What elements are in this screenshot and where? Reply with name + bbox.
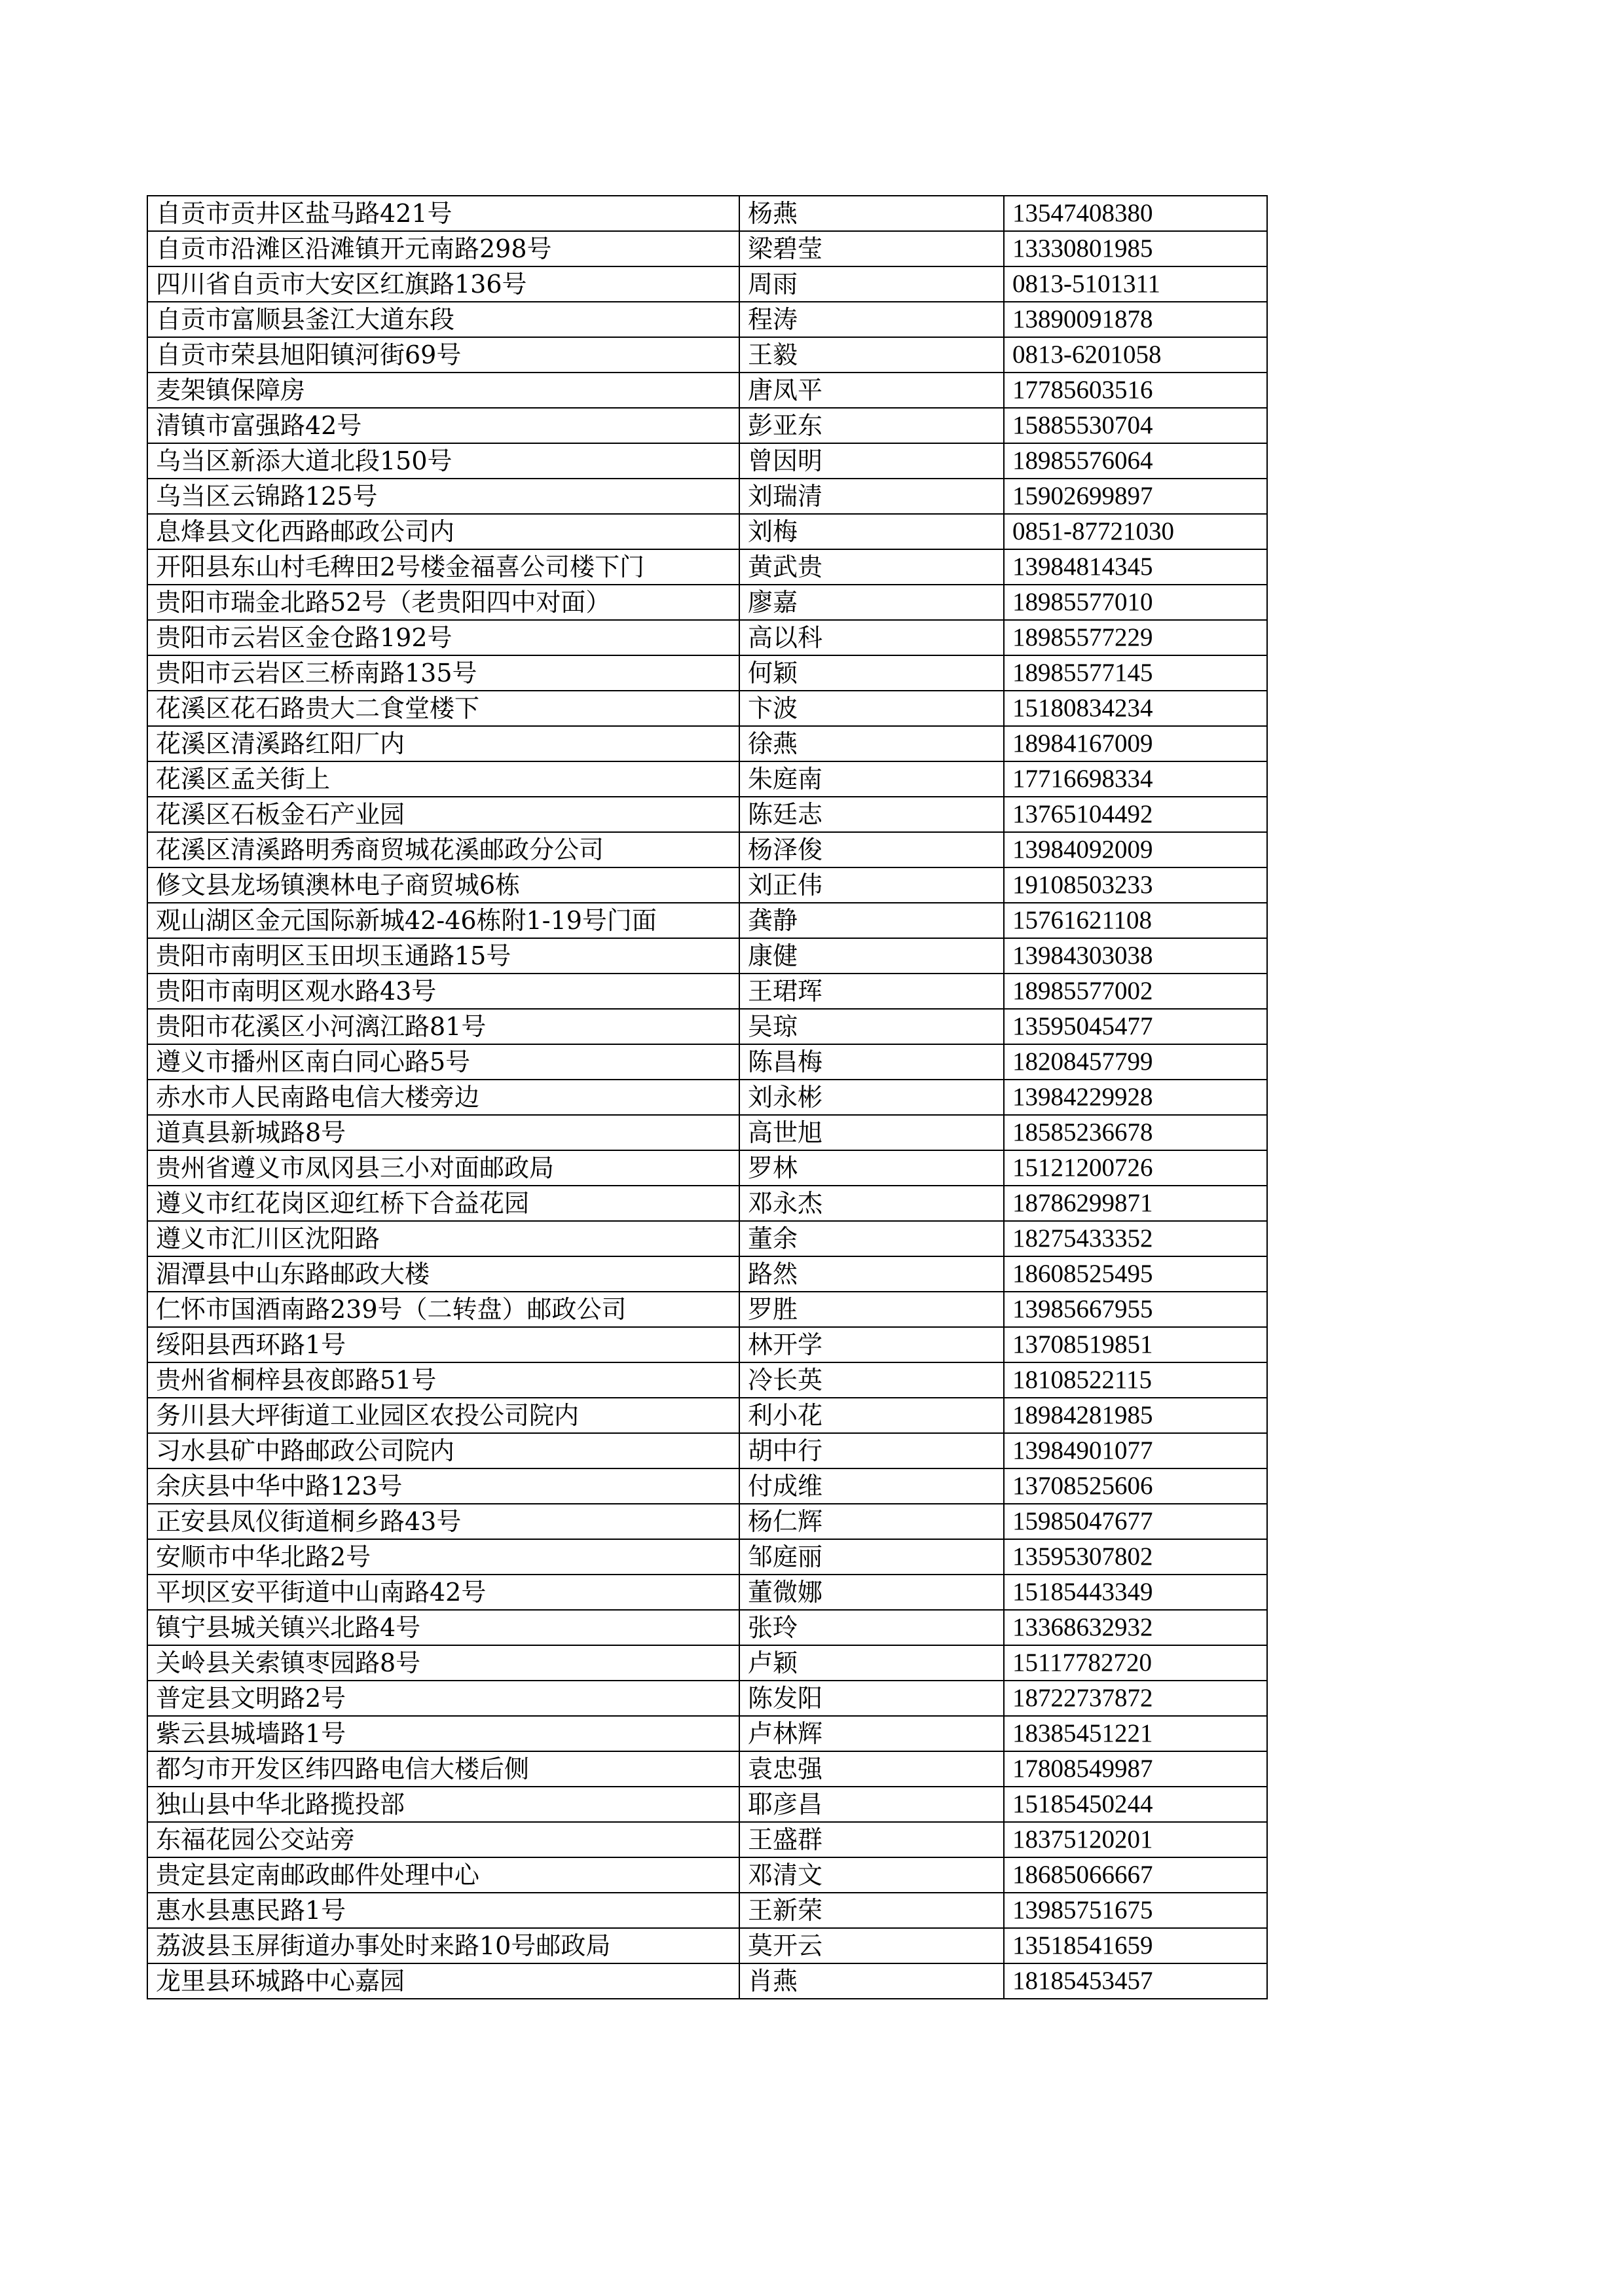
- name-cell: 梁碧莹: [739, 231, 1004, 266]
- name-cell: 王毅: [739, 337, 1004, 373]
- name-cell: 杨燕: [739, 196, 1004, 231]
- phone-cell: 17785603516: [1004, 373, 1267, 408]
- table-row: [147, 691, 1267, 726]
- phone-cell: 13984229928: [1004, 1080, 1267, 1115]
- name-cell: 徐燕: [739, 726, 1004, 761]
- name-cell: 吴琼: [739, 1009, 1004, 1044]
- phone-cell: 13984814345: [1004, 549, 1267, 585]
- table-row: [147, 373, 1267, 408]
- phone-cell: 15885530704: [1004, 408, 1267, 443]
- table-row: [147, 1115, 1267, 1150]
- contact-table-body: [147, 196, 1267, 1999]
- phone-cell: 13985667955: [1004, 1292, 1267, 1327]
- address-cell: 花溪区清溪路明秀商贸城花溪邮政分公司: [147, 832, 739, 867]
- address-cell: 习水县矿中路邮政公司院内: [147, 1433, 739, 1468]
- phone-cell: 13984092009: [1004, 832, 1267, 867]
- address-cell: 观山湖区金元国际新城42-46栋附1-19号门面: [147, 903, 739, 938]
- address-cell: 自贡市贡井区盐马路421号: [147, 196, 739, 231]
- table-row: [147, 231, 1267, 266]
- table-row: [147, 726, 1267, 761]
- phone-cell: 15761621108: [1004, 903, 1267, 938]
- name-cell: 付成维: [739, 1468, 1004, 1504]
- phone-cell: 13985751675: [1004, 1893, 1267, 1928]
- phone-cell: 18275433352: [1004, 1221, 1267, 1256]
- table-row: [147, 1716, 1267, 1751]
- name-cell: 周雨: [739, 266, 1004, 302]
- name-cell: 王珺珲: [739, 974, 1004, 1009]
- phone-cell: 18985577145: [1004, 655, 1267, 691]
- name-cell: 冷长英: [739, 1362, 1004, 1398]
- name-cell: 邓永杰: [739, 1186, 1004, 1221]
- table-row: [147, 1398, 1267, 1433]
- table-row: [147, 1893, 1267, 1928]
- name-cell: 莫开云: [739, 1928, 1004, 1963]
- phone-cell: 18208457799: [1004, 1044, 1267, 1080]
- phone-cell: 18685066667: [1004, 1857, 1267, 1893]
- name-cell: 刘正伟: [739, 867, 1004, 903]
- table-row: [147, 1221, 1267, 1256]
- name-cell: 彭亚东: [739, 408, 1004, 443]
- name-cell: 陈发阳: [739, 1681, 1004, 1716]
- address-cell: 遵义市播州区南白同心路5号: [147, 1044, 739, 1080]
- name-cell: 路然: [739, 1256, 1004, 1292]
- address-cell: 务川县大坪街道工业园区农投公司院内: [147, 1398, 739, 1433]
- name-cell: 王盛群: [739, 1822, 1004, 1857]
- table-row: [147, 1080, 1267, 1115]
- phone-cell: 15117782720: [1004, 1645, 1267, 1681]
- table-row: [147, 1468, 1267, 1504]
- address-cell: 镇宁县城关镇兴北路4号: [147, 1610, 739, 1645]
- address-cell: 花溪区清溪路红阳厂内: [147, 726, 739, 761]
- address-cell: 湄潭县中山东路邮政大楼: [147, 1256, 739, 1292]
- address-cell: 独山县中华北路揽投部: [147, 1787, 739, 1822]
- address-cell: 正安县凤仪街道桐乡路43号: [147, 1504, 739, 1539]
- phone-cell: 18385451221: [1004, 1716, 1267, 1751]
- table-row: [147, 1681, 1267, 1716]
- table-row: [147, 443, 1267, 479]
- name-cell: 陈昌梅: [739, 1044, 1004, 1080]
- address-cell: 贵阳市南明区观水路43号: [147, 974, 739, 1009]
- name-cell: 陈廷志: [739, 797, 1004, 832]
- phone-cell: 18585236678: [1004, 1115, 1267, 1150]
- name-cell: 刘梅: [739, 514, 1004, 549]
- name-cell: 朱庭南: [739, 761, 1004, 797]
- name-cell: 王新荣: [739, 1893, 1004, 1928]
- name-cell: 龚静: [739, 903, 1004, 938]
- name-cell: 张玲: [739, 1610, 1004, 1645]
- table-row: [147, 1186, 1267, 1221]
- address-cell: 麦架镇保障房: [147, 373, 739, 408]
- address-cell: 平坝区安平街道中山南路42号: [147, 1575, 739, 1610]
- phone-cell: 18786299871: [1004, 1186, 1267, 1221]
- table-row: [147, 1044, 1267, 1080]
- phone-cell: 0813-5101311: [1004, 266, 1267, 302]
- name-cell: 肖燕: [739, 1963, 1004, 1999]
- phone-cell: 18985577229: [1004, 620, 1267, 655]
- table-row: [147, 1787, 1267, 1822]
- table-row: [147, 1645, 1267, 1681]
- name-cell: 杨泽俊: [739, 832, 1004, 867]
- phone-cell: 15121200726: [1004, 1150, 1267, 1186]
- address-cell: 紫云县城墙路1号: [147, 1716, 739, 1751]
- address-cell: 惠水县惠民路1号: [147, 1893, 739, 1928]
- phone-cell: 13595307802: [1004, 1539, 1267, 1575]
- phone-cell: 13330801985: [1004, 231, 1267, 266]
- table-row: [147, 1433, 1267, 1468]
- address-cell: 龙里县环城路中心嘉园: [147, 1963, 739, 1999]
- phone-cell: 17808549987: [1004, 1751, 1267, 1787]
- table-row: [147, 1256, 1267, 1292]
- table-row: [147, 479, 1267, 514]
- phone-cell: 13984901077: [1004, 1433, 1267, 1468]
- name-cell: 卢颖: [739, 1645, 1004, 1681]
- phone-cell: 13518541659: [1004, 1928, 1267, 1963]
- address-cell: 开阳县东山村毛稗田2号楼金福喜公司楼下门: [147, 549, 739, 585]
- table-row: [147, 1362, 1267, 1398]
- address-cell: 安顺市中华北路2号: [147, 1539, 739, 1575]
- address-cell: 自贡市荣县旭阳镇河街69号: [147, 337, 739, 373]
- table-row: [147, 1928, 1267, 1963]
- phone-cell: 15902699897: [1004, 479, 1267, 514]
- address-cell: 贵定县定南邮政邮件处理中心: [147, 1857, 739, 1893]
- table-row: [147, 655, 1267, 691]
- name-cell: 卞波: [739, 691, 1004, 726]
- address-cell: 贵阳市云岩区金仓路192号: [147, 620, 739, 655]
- table-row: [147, 938, 1267, 974]
- phone-cell: 0813-6201058: [1004, 337, 1267, 373]
- phone-cell: 18984281985: [1004, 1398, 1267, 1433]
- address-cell: 四川省自贡市大安区红旗路136号: [147, 266, 739, 302]
- table-row: [147, 196, 1267, 231]
- address-cell: 息烽县文化西路邮政公司内: [147, 514, 739, 549]
- phone-cell: 18185453457: [1004, 1963, 1267, 1999]
- table-row: [147, 1575, 1267, 1610]
- name-cell: 何颖: [739, 655, 1004, 691]
- table-row: [147, 620, 1267, 655]
- table-row: [147, 1610, 1267, 1645]
- address-cell: 贵州省桐梓县夜郎路51号: [147, 1362, 739, 1398]
- table-row: [147, 1292, 1267, 1327]
- phone-cell: 13765104492: [1004, 797, 1267, 832]
- phone-cell: 18722737872: [1004, 1681, 1267, 1716]
- phone-cell: 13984303038: [1004, 938, 1267, 974]
- table-row: [147, 549, 1267, 585]
- address-cell: 自贡市富顺县釜江大道东段: [147, 302, 739, 337]
- name-cell: 刘瑞清: [739, 479, 1004, 514]
- address-cell: 花溪区石板金石产业园: [147, 797, 739, 832]
- name-cell: 罗林: [739, 1150, 1004, 1186]
- table-row: [147, 1327, 1267, 1362]
- table-row: [147, 266, 1267, 302]
- table-row: [147, 867, 1267, 903]
- table-row: [147, 585, 1267, 620]
- table-row: [147, 408, 1267, 443]
- name-cell: 林开学: [739, 1327, 1004, 1362]
- address-cell: 遵义市汇川区沈阳路: [147, 1221, 739, 1256]
- phone-cell: 15180834234: [1004, 691, 1267, 726]
- name-cell: 黄武贵: [739, 549, 1004, 585]
- address-cell: 贵阳市云岩区三桥南路135号: [147, 655, 739, 691]
- address-cell: 贵阳市花溪区小河漓江路81号: [147, 1009, 739, 1044]
- phone-cell: 13708525606: [1004, 1468, 1267, 1504]
- phone-cell: 18985577010: [1004, 585, 1267, 620]
- name-cell: 胡中行: [739, 1433, 1004, 1468]
- contact-table: [147, 195, 1268, 1999]
- phone-cell: 18375120201: [1004, 1822, 1267, 1857]
- address-cell: 清镇市富强路42号: [147, 408, 739, 443]
- address-cell: 花溪区花石路贵大二食堂楼下: [147, 691, 739, 726]
- table-row: [147, 1751, 1267, 1787]
- table-row: [147, 797, 1267, 832]
- name-cell: 唐凤平: [739, 373, 1004, 408]
- name-cell: 利小花: [739, 1398, 1004, 1433]
- phone-cell: 0851-87721030: [1004, 514, 1267, 549]
- name-cell: 高世旭: [739, 1115, 1004, 1150]
- table-row: [147, 974, 1267, 1009]
- address-cell: 东福花园公交站旁: [147, 1822, 739, 1857]
- phone-cell: 18985577002: [1004, 974, 1267, 1009]
- table-row: [147, 1539, 1267, 1575]
- phone-cell: 19108503233: [1004, 867, 1267, 903]
- address-cell: 贵阳市南明区玉田坝玉通路15号: [147, 938, 739, 974]
- name-cell: 袁忠强: [739, 1751, 1004, 1787]
- phone-cell: 18608525495: [1004, 1256, 1267, 1292]
- name-cell: 邹庭丽: [739, 1539, 1004, 1575]
- table-row: [147, 1504, 1267, 1539]
- address-cell: 道真县新城路8号: [147, 1115, 739, 1150]
- phone-cell: 13595045477: [1004, 1009, 1267, 1044]
- phone-cell: 13708519851: [1004, 1327, 1267, 1362]
- name-cell: 廖嘉: [739, 585, 1004, 620]
- name-cell: 董微娜: [739, 1575, 1004, 1610]
- address-cell: 花溪区孟关街上: [147, 761, 739, 797]
- address-cell: 余庆县中华中路123号: [147, 1468, 739, 1504]
- phone-cell: 15185443349: [1004, 1575, 1267, 1610]
- table-row: [147, 761, 1267, 797]
- phone-cell: 13368632932: [1004, 1610, 1267, 1645]
- name-cell: 罗胜: [739, 1292, 1004, 1327]
- phone-cell: 13547408380: [1004, 196, 1267, 231]
- table-row: [147, 337, 1267, 373]
- phone-cell: 18984167009: [1004, 726, 1267, 761]
- table-row: [147, 514, 1267, 549]
- phone-cell: 18108522115: [1004, 1362, 1267, 1398]
- address-cell: 赤水市人民南路电信大楼旁边: [147, 1080, 739, 1115]
- name-cell: 杨仁辉: [739, 1504, 1004, 1539]
- name-cell: 刘永彬: [739, 1080, 1004, 1115]
- table-row: [147, 903, 1267, 938]
- table-row: [147, 1822, 1267, 1857]
- name-cell: 耶彦昌: [739, 1787, 1004, 1822]
- name-cell: 曾因明: [739, 443, 1004, 479]
- name-cell: 程涛: [739, 302, 1004, 337]
- address-cell: 荔波县玉屏街道办事处时来路10号邮政局: [147, 1928, 739, 1963]
- name-cell: 高以科: [739, 620, 1004, 655]
- address-cell: 遵义市红花岗区迎红桥下合益花园: [147, 1186, 739, 1221]
- phone-cell: 13890091878: [1004, 302, 1267, 337]
- name-cell: 邓清文: [739, 1857, 1004, 1893]
- name-cell: 康健: [739, 938, 1004, 974]
- address-cell: 贵州省遵义市凤冈县三小对面邮政局: [147, 1150, 739, 1186]
- address-cell: 普定县文明路2号: [147, 1681, 739, 1716]
- address-cell: 仁怀市国酒南路239号（二转盘）邮政公司: [147, 1292, 739, 1327]
- address-cell: 贵阳市瑞金北路52号（老贵阳四中对面）: [147, 585, 739, 620]
- address-cell: 乌当区新添大道北段150号: [147, 443, 739, 479]
- address-cell: 自贡市沿滩区沿滩镇开元南路298号: [147, 231, 739, 266]
- table-row: [147, 1857, 1267, 1893]
- phone-cell: 15185450244: [1004, 1787, 1267, 1822]
- table-row: [147, 832, 1267, 867]
- name-cell: 卢林辉: [739, 1716, 1004, 1751]
- phone-cell: 18985576064: [1004, 443, 1267, 479]
- address-cell: 绥阳县西环路1号: [147, 1327, 739, 1362]
- phone-cell: 17716698334: [1004, 761, 1267, 797]
- address-cell: 乌当区云锦路125号: [147, 479, 739, 514]
- table-row: [147, 1150, 1267, 1186]
- table-row: [147, 1963, 1267, 1999]
- address-cell: 关岭县关索镇枣园路8号: [147, 1645, 739, 1681]
- table-row: [147, 1009, 1267, 1044]
- name-cell: 董余: [739, 1221, 1004, 1256]
- address-cell: 都匀市开发区纬四路电信大楼后侧: [147, 1751, 739, 1787]
- phone-cell: 15985047677: [1004, 1504, 1267, 1539]
- address-cell: 修文县龙场镇澳林电子商贸城6栋: [147, 867, 739, 903]
- table-row: [147, 302, 1267, 337]
